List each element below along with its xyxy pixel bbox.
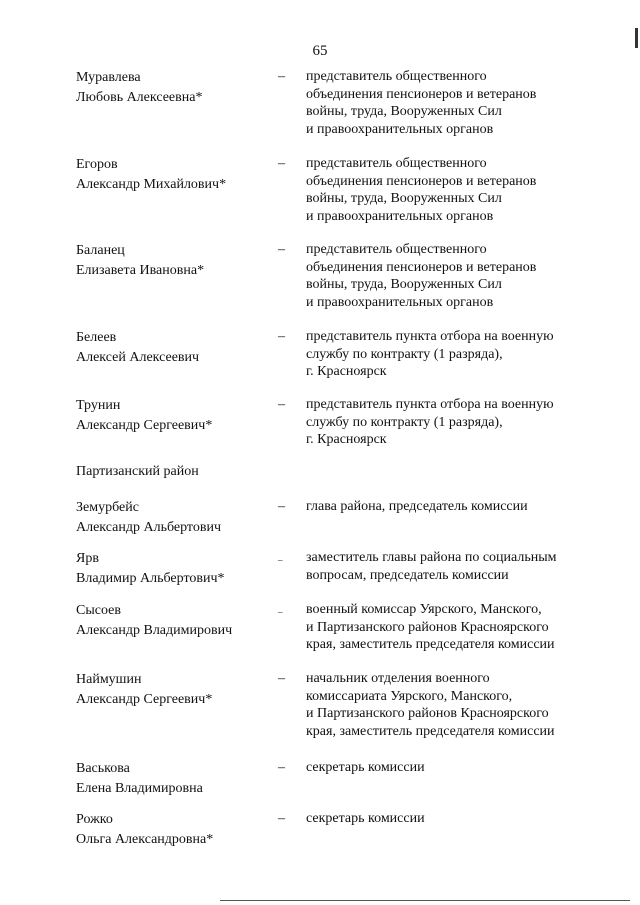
member-role: глава района, председатель комиссии bbox=[306, 499, 528, 514]
member-given-names: Александр Сергеевич* bbox=[76, 692, 213, 707]
member-name bbox=[76, 549, 276, 589]
member-surname: Рожко bbox=[76, 812, 113, 827]
page-number: 65 bbox=[312, 43, 328, 59]
member-role: начальник отделения военного комиссариата Уярского, Манского, и Партизанского районов Красноярского края, заместитель председателя комиссии bbox=[306, 671, 555, 739]
dash-separator: – bbox=[278, 811, 285, 826]
member-name bbox=[76, 328, 276, 368]
dash-separator: – bbox=[278, 499, 285, 514]
member-surname: Баланец bbox=[76, 243, 125, 258]
member-surname: Наймушин bbox=[76, 672, 142, 687]
member-name bbox=[76, 396, 276, 436]
dash-separator: – bbox=[278, 69, 285, 84]
member-role: представитель общественного объединения пенсионеров и ветеранов войны, труда, Вооруженных Сил и правоохранительных органов bbox=[306, 69, 537, 137]
member-name bbox=[76, 810, 276, 850]
section-title: Партизанский район bbox=[76, 464, 199, 479]
member-name bbox=[76, 498, 276, 538]
member-surname: Сысоев bbox=[76, 603, 121, 618]
member-surname: Васькова bbox=[76, 761, 130, 776]
member-name bbox=[76, 241, 276, 281]
member-surname: Трунин bbox=[76, 398, 121, 413]
member-role: представитель общественного объединения пенсионеров и ветеранов войны, труда, Вооруженных Сил и правоохранительных органов bbox=[306, 242, 537, 310]
member-given-names: Александр Альбертович bbox=[76, 520, 222, 535]
member-given-names: Александр Владимирович bbox=[76, 623, 233, 638]
dash-separator: – bbox=[278, 242, 285, 257]
member-role: секретарь комиссии bbox=[306, 760, 425, 775]
member-given-names: Алексей Алексеевич bbox=[76, 350, 200, 365]
member-role: заместитель главы района по социальным вопросам, председатель комиссии bbox=[306, 550, 557, 583]
dash-separator: – bbox=[278, 671, 285, 686]
member-surname: Ярв bbox=[76, 551, 99, 566]
member-given-names: Любовь Алексеевна* bbox=[76, 90, 203, 105]
member-surname: Белеев bbox=[76, 330, 117, 345]
dash-separator: – bbox=[278, 760, 285, 775]
member-given-names: Елена Владимировна bbox=[76, 781, 203, 796]
member-name bbox=[76, 155, 276, 195]
member-given-names: Елизавета Ивановна* bbox=[76, 263, 205, 278]
dash-separator: – bbox=[278, 329, 285, 344]
bottom-scan-line bbox=[220, 900, 630, 901]
dash-separator: – bbox=[278, 555, 283, 565]
member-surname: Егоров bbox=[76, 157, 118, 172]
member-role: представитель пункта отбора на военную службу по контракту (1 разряда), г. Красноярск bbox=[306, 329, 554, 379]
dash-separator: – bbox=[278, 397, 285, 412]
member-given-names: Александр Михайлович* bbox=[76, 177, 227, 192]
member-role: представитель общественного объединения пенсионеров и ветеранов войны, труда, Вооруженных Сил и правоохранительных органов bbox=[306, 156, 537, 224]
member-name bbox=[76, 670, 276, 710]
member-role: военный комиссар Уярского, Манского, и Партизанского районов Красноярского края, заместитель председателя комиссии bbox=[306, 602, 555, 652]
member-name bbox=[76, 601, 276, 641]
member-name bbox=[76, 68, 276, 108]
member-role: представитель пункта отбора на военную службу по контракту (1 разряда), г. Красноярск bbox=[306, 397, 554, 447]
member-name bbox=[76, 759, 276, 799]
member-given-names: Ольга Александровна* bbox=[76, 832, 214, 847]
member-given-names: Александр Сергеевич* bbox=[76, 418, 213, 433]
member-role: секретарь комиссии bbox=[306, 811, 425, 826]
scan-edge-mark bbox=[635, 28, 638, 48]
member-given-names: Владимир Альбертович* bbox=[76, 571, 225, 586]
dash-separator: – bbox=[278, 156, 285, 171]
member-surname: Земурбейс bbox=[76, 500, 139, 515]
member-surname: Муравлева bbox=[76, 70, 141, 85]
dash-separator: – bbox=[278, 607, 283, 617]
